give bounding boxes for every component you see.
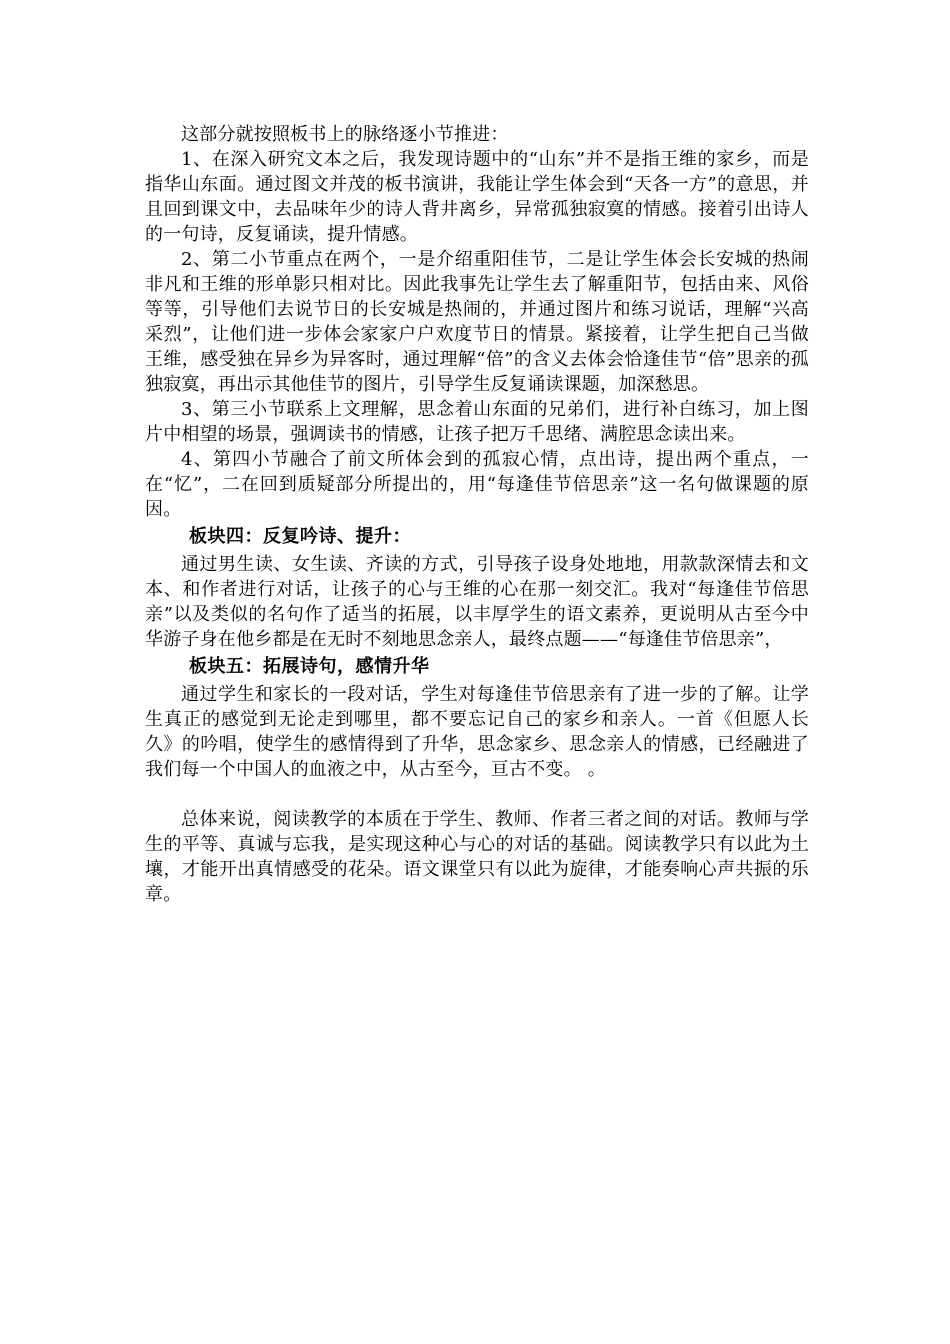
block-4-heading: 板块四：反复吟诗、提升： [189,526,411,547]
document-page [145,122,809,907]
intro-paragraph: 这部分就按照板书上的脉络逐小节推进： [181,124,509,145]
section-1-paragraph: 1、在深入研究文本之后，我发现诗题中的“山东”并不是指王维的家乡，而是指华山东面。通过图文并茂的板书演讲，我能让学生体会到“天各一方”的意思，并且回到课文中，去品味年少的诗人背井离乡，异常孤独寂寞的情感。接着引出诗人的一句诗，反复诵读，提升情感。 [145,149,809,245]
block-4-paragraph: 通过男生读、女生读、齐读的方式，引导孩子设身处地地，用款款深情去和文本、和作者进行对话，让孩子的心与王维的心在那一刻交汇。我对“每逢佳节倍思亲”以及类似的名句作了适当的拓展，以丰厚学生的语文素养，更说明从古至今中华游子身在他乡都是在无时不刻地思念亲人，最终点题——“每逢佳节倍思亲”， [145,554,809,650]
section-3-paragraph: 3、第三小节联系上文理解，思念着山东面的兄弟们，进行补白练习，加上图片中相望的场景，强调读书的情感，让孩子把万千思绪、满腔思念读出来。 [145,399,809,445]
section-4-paragraph: 4、第四小节融合了前文所体会到的孤寂心情，点出诗，提出两个重点，一在“忆”，二在回到质疑部分所提出的，用“每逢佳节倍思亲”这一名句做课题的原因。 [145,449,809,520]
summary-paragraph: 总体来说，阅读教学的本质在于学生、教师、作者三者之间的对话。教师与学生的平等、真诚与忘我，是实现这种心与心的对话的基础。阅读教学只有以此为土壤，才能开出真情感受的花朵。语文课堂只有以此为旋律，才能奏响心声共振的乐章。 [145,809,809,905]
block-5-heading: 板块五：拓展诗句，感情升华 [189,656,430,677]
block-5-paragraph: 通过学生和家长的一段对话，学生对每逢佳节倍思亲有了进一步的了解。让学生真正的感觉到无论走到哪里，都不要忘记自己的家乡和亲人。一首《但愿人长久》的吟唱，使学生的感情得到了升华，思念家乡、思念亲人的情感，已经融进了我们每一个中国人的血液之中，从古至今，亘古不变。 。 [145,684,809,780]
blank-line [145,782,809,807]
section-2-paragraph: 2、第二小节重点在两个，一是介绍重阳佳节，二是让学生体会长安城的热闹非凡和王维的形单影只相对比。因此我事先让学生去了解重阳节，包括由来、风俗等等，引导他们去说节日的长安城是热闹的，并通过图片和练习说话，理解“兴高采烈”，让他们进一步体会家家户户欢度节日的情景。紧接着，让学生把自己当做王维，感受独在异乡为异客时，通过理解“倍”的含义去体会恰逢佳节“倍”思亲的孤独寂寞，再出示其他佳节的图片，引导学生反复诵读课题，加深愁思。 [145,249,809,395]
